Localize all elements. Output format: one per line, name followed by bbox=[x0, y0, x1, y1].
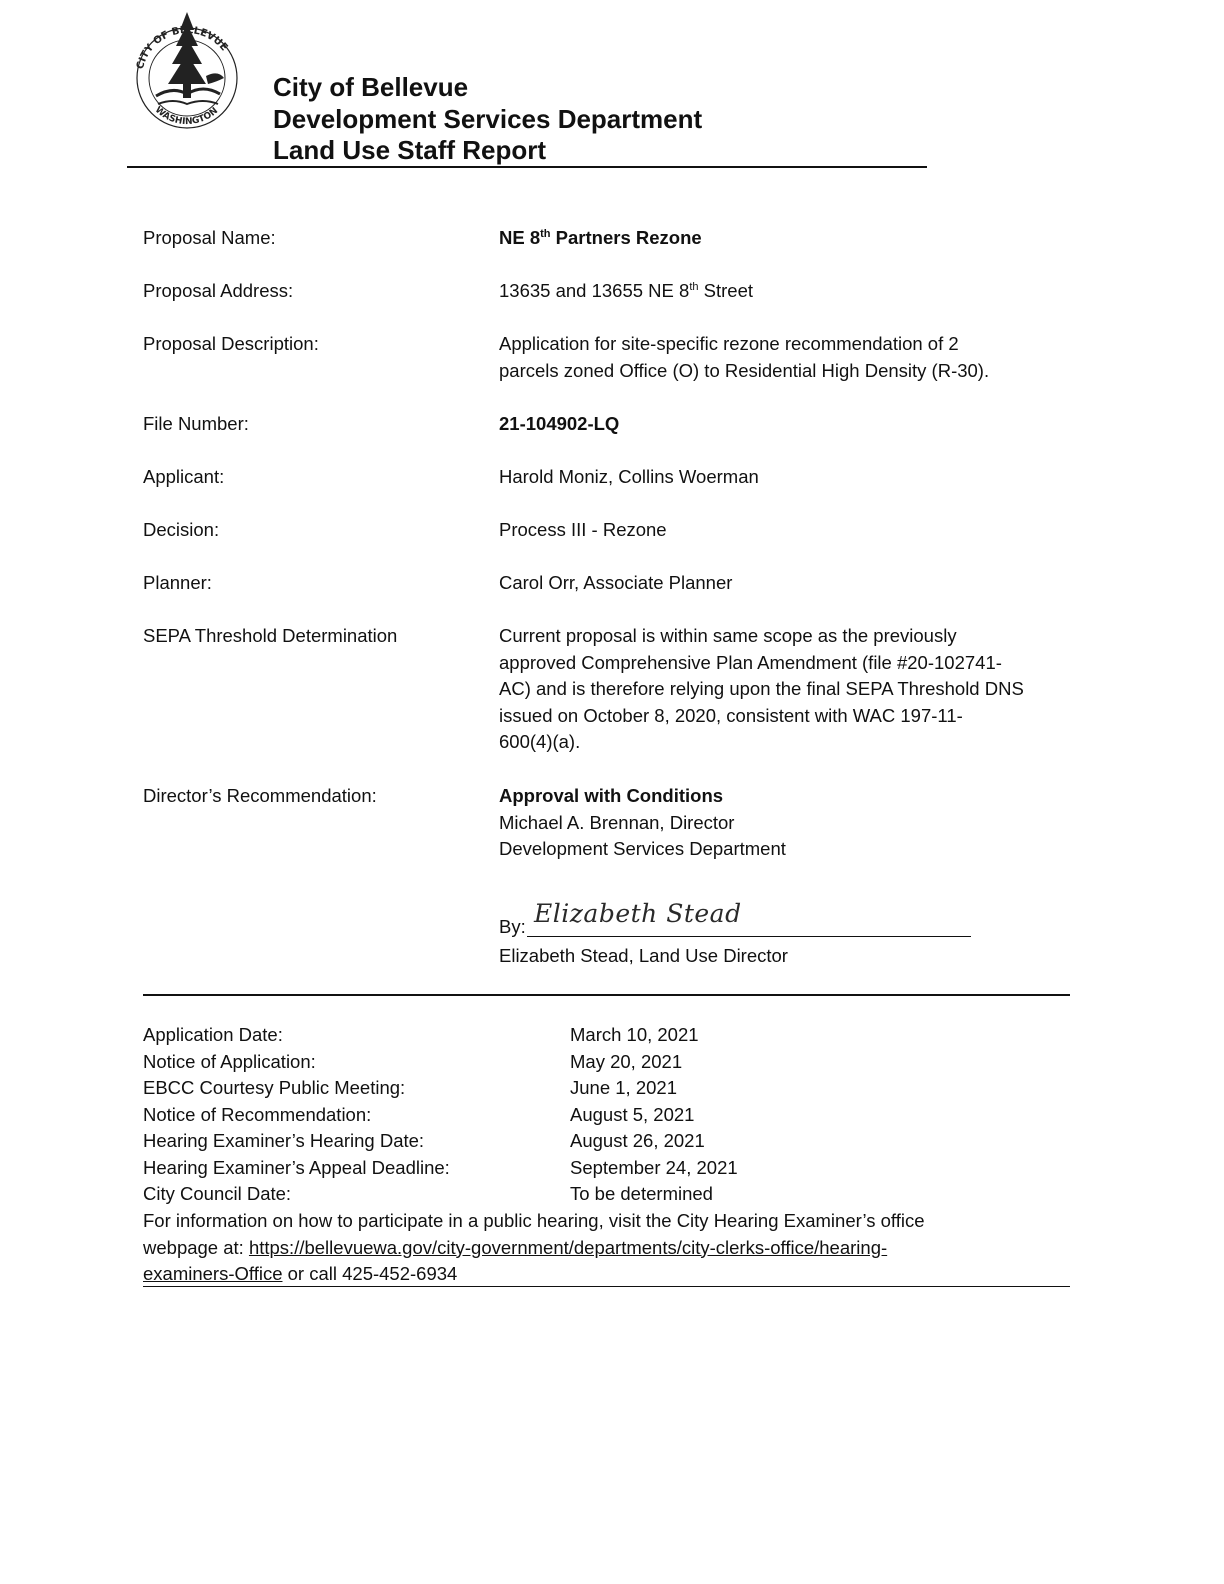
proposal-address-value: 13635 and 13655 NE 8th Street bbox=[499, 280, 753, 301]
date-value: June 1, 2021 bbox=[570, 1077, 677, 1098]
date-label: Notice of Application: bbox=[143, 1050, 316, 1072]
recommendation-decision: Approval with Conditions bbox=[499, 785, 724, 806]
proposal-address-label: Proposal Address: bbox=[143, 280, 294, 301]
date-value: August 26, 2021 bbox=[570, 1130, 705, 1151]
file-number-label: File Number: bbox=[143, 413, 249, 434]
date-value: August 5, 2021 bbox=[570, 1103, 695, 1125]
date-value: To be determined bbox=[570, 1183, 713, 1204]
file-number-value: 21-104902-LQ bbox=[499, 413, 620, 434]
director-department: Development Services Department bbox=[499, 838, 786, 859]
date-value: March 10, 2021 bbox=[570, 1024, 699, 1045]
planner-label: Planner: bbox=[143, 572, 212, 593]
proposal-description-label: Proposal Description: bbox=[143, 333, 319, 354]
date-label: City Council Date: bbox=[143, 1183, 292, 1204]
section-divider bbox=[143, 994, 1070, 996]
date-value: May 20, 2021 bbox=[570, 1050, 683, 1072]
signer-name: Elizabeth Stead, Land Use Director bbox=[499, 945, 788, 966]
header-report-type: Land Use Staff Report bbox=[273, 135, 547, 165]
report-header bbox=[273, 72, 702, 167]
date-label: Application Date: bbox=[143, 1024, 283, 1045]
footer-divider bbox=[143, 1286, 1070, 1287]
recommendation-value bbox=[499, 783, 1069, 863]
decision-value: Process III - Rezone bbox=[499, 519, 667, 540]
planner-value: Carol Orr, Associate Planner bbox=[499, 572, 733, 593]
proposal-description-value: Application for site-specific rezone recommendation of 2 parcels zoned Office (O) to Residential High Density (R-30). bbox=[499, 333, 990, 381]
recommendation-label: Director’s Recommendation: bbox=[143, 785, 377, 806]
sepa-label: SEPA Threshold Determination bbox=[143, 625, 398, 646]
date-label: EBCC Courtesy Public Meeting: bbox=[143, 1077, 406, 1098]
applicant-label: Applicant: bbox=[143, 466, 225, 487]
svg-text:CITY OF BELLEVUE: CITY OF BELLEVUE bbox=[134, 24, 230, 71]
signature-by-label: By: bbox=[499, 916, 526, 937]
hearing-info: For information on how to participate in a public hearing, visit the City Hearing Examiner’s office webpage at: https://bellevuewa.gov/city-government/departments/city-clerks-office/hearing- examiners-Office or call 425-452-6934 bbox=[143, 1210, 925, 1284]
header-department: Development Services Department bbox=[273, 103, 703, 134]
hearing-examiner-link-continued[interactable]: examiners-Office bbox=[143, 1263, 283, 1284]
date-value: September 24, 2021 bbox=[570, 1156, 738, 1178]
applicant-value: Harold Moniz, Collins Woerman bbox=[499, 466, 759, 487]
handwritten-signature: Elizabeth Stead bbox=[534, 899, 742, 928]
decision-label: Decision: bbox=[143, 519, 220, 540]
sepa-value: Current proposal is within same scope as the previously approved Comprehensive Plan Amendment (file #20-102741- AC) and is therefore relying upon the final SEPA Threshold DNS issued on October 8, 2020, consistent with WAC 197-11- 600(4)(a). bbox=[499, 625, 1024, 752]
proposal-name-value: NE 8th Partners Rezone bbox=[499, 227, 702, 248]
hearing-examiner-link[interactable]: https://bellevuewa.gov/city-government/departments/city-clerks-office/hearing- bbox=[248, 1236, 888, 1258]
city-seal-logo bbox=[128, 12, 246, 134]
header-divider bbox=[127, 166, 927, 168]
date-label: Notice of Recommendation: bbox=[143, 1103, 372, 1125]
svg-text:WASHINGTON: WASHINGTON bbox=[152, 105, 221, 128]
director-name: Michael A. Brennan, Director bbox=[499, 811, 735, 833]
date-label: Hearing Examiner’s Appeal Deadline: bbox=[143, 1156, 450, 1178]
signature-line bbox=[527, 936, 971, 937]
date-label: Hearing Examiner’s Hearing Date: bbox=[143, 1130, 425, 1151]
header-city: City of Bellevue bbox=[273, 72, 469, 102]
proposal-name-label: Proposal Name: bbox=[143, 227, 276, 248]
